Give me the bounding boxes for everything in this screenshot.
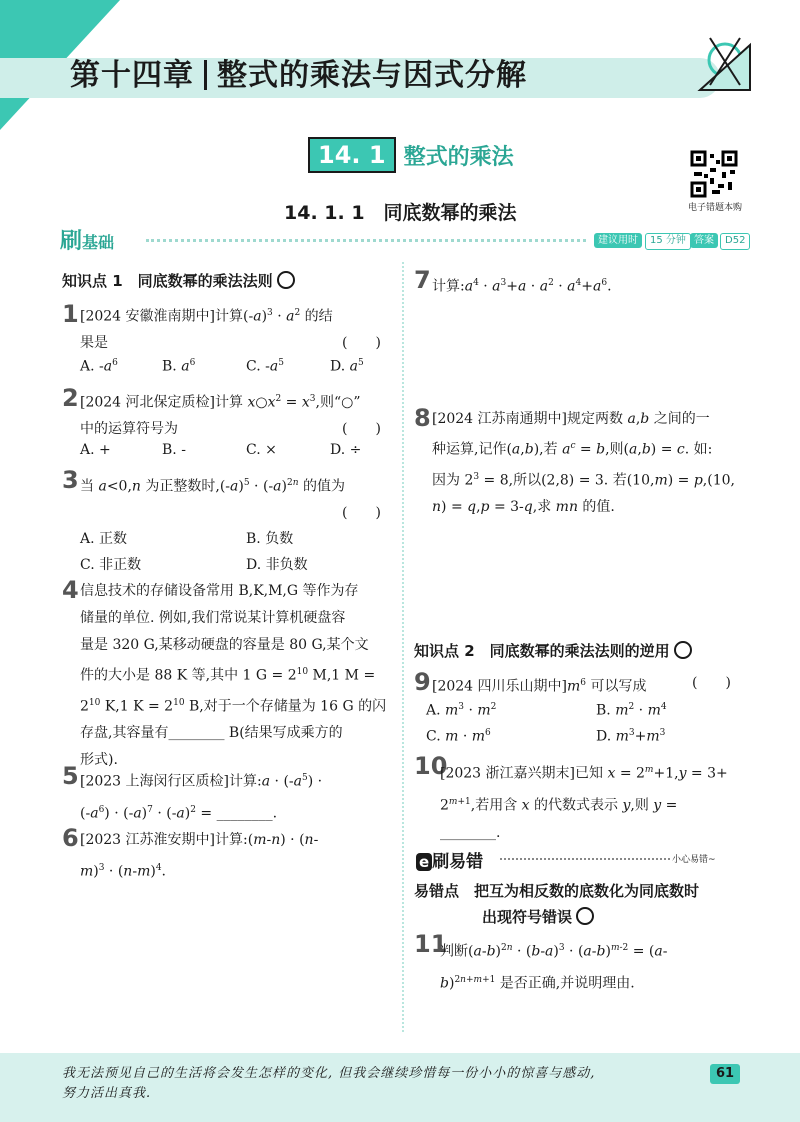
question-5: [2023 上海闵行区质检]计算:a · $(-a^5)$ · $(-a^6) \cdot (-a)^7 \cdot (-a)^2$ = ________. <box>80 773 323 822</box>
question-6: [2023 江苏淮安期中]计算:(m-n) · (n- $m)^3 \cdot (n-m)^4$. <box>80 832 319 880</box>
q1-option-a[interactable]: A. $-a^6$ <box>80 358 118 375</box>
q3-option-d[interactable]: D. 非负数 <box>246 557 308 573</box>
question-number: 11 <box>414 930 448 958</box>
q1-option-c[interactable]: C. $-a^5$ <box>246 358 284 375</box>
check-icon <box>576 907 594 925</box>
q1-option-b[interactable]: B. $a^6$ <box>162 358 196 375</box>
check-icon <box>674 641 692 659</box>
q9-option-d[interactable]: D. $m^3+m^3$ <box>596 728 666 745</box>
knowledge-point-1: 知识点 1 同底数幂的乘法法则 <box>62 270 295 291</box>
question-number: 5 <box>62 762 79 790</box>
question-number: 4 <box>62 576 79 604</box>
section-heading <box>308 137 514 173</box>
question-8: [2024 江苏南通期中]规定两数 a,b 之间的一 种运算,记作(a,b),若 $a^c = b$,则(a,b) = c. 如: 因为 $2^3 = 8$,所以(2,8) = 3. 若(10,m) = p,(10, n) = q,p = 3-q,求 mn 的值. <box>432 411 735 516</box>
question-number: 8 <box>414 404 431 432</box>
knowledge-point-2: 知识点 2 同底数幂的乘法法则的逆用 <box>414 640 692 661</box>
question-number: 3 <box>62 466 79 494</box>
question-1: [2024 安徽淮南期中]计算$(-a)^3 \cdot a^2$ 的结 果是 ( ) <box>80 308 381 351</box>
question-3: 当 a<0,n 为正整数时$,(-a)^5 \cdot (-a)^{2n}$ 的值为 ( ) <box>80 478 381 521</box>
q1-option-d[interactable]: D. $a^5$ <box>330 358 364 375</box>
question-2: [2024 河北保定质检]计算 $x○x^2 = x^3$,则“○” 中的运算符号为 ( ) <box>80 394 381 437</box>
time-label: 建议用时 <box>594 233 642 248</box>
question-10: [2023 浙江嘉兴期末]已知 $x = 2^m+1,y = 3+$ $2^{m+1}$,若用含 x 的代数式表示 y,则 y = ________. <box>440 765 728 842</box>
error-note: 小心易错~ <box>672 855 716 865</box>
q2-option-b[interactable]: B. - <box>162 442 186 458</box>
error-point: 易错点 把互为相反数的底数化为同底数时 <box>414 882 700 900</box>
q3-option-b[interactable]: B. 负数 <box>246 531 294 547</box>
chapter-number: 第十四章 <box>70 58 194 93</box>
q2-option-a[interactable]: A. + <box>80 442 111 458</box>
column-divider <box>402 262 404 1032</box>
error-practice-logo: e 刷易错 <box>416 847 483 872</box>
q2-option-d[interactable]: D. ÷ <box>330 442 362 458</box>
time-value: 15 分钟 <box>645 233 691 250</box>
q3-option-c[interactable]: C. 非正数 <box>80 557 142 573</box>
question-9: [2024 四川乐山期中]$m^6$ 可以写成 ( ) <box>432 675 731 695</box>
answer-label: 答案 <box>690 233 718 248</box>
qr-code-icon[interactable] <box>690 150 738 198</box>
question-number: 9 <box>414 668 431 696</box>
section-number: 14. 1 <box>308 137 396 173</box>
band-divider <box>146 239 586 242</box>
question-number: 6 <box>62 824 79 852</box>
basic-practice-logo: 刷基础 <box>60 229 115 254</box>
chapter-title <box>70 50 527 94</box>
question-7: 计算$:a^4 \cdot a^3+a \cdot a^2 \cdot a^4+a^6$. <box>432 278 612 295</box>
qr-caption: 电子错题本购 <box>688 203 743 213</box>
q9-option-a[interactable]: A. $m^3 \cdot m^2$ <box>426 702 497 719</box>
question-number: 2 <box>62 384 79 412</box>
question-number: 10 <box>414 752 448 780</box>
q2-option-c[interactable]: C. × <box>246 442 277 458</box>
error-point-line2: 出现符号错误 <box>482 906 594 927</box>
section-title: 整式的乘法 <box>403 144 514 170</box>
q9-option-b[interactable]: B. $m^2 \cdot m^4$ <box>596 702 667 719</box>
check-icon <box>277 271 295 289</box>
geometry-tools-icon <box>690 30 760 100</box>
error-band-divider <box>500 858 670 860</box>
question-number: 7 <box>414 266 431 294</box>
question-11: 判断$(a-b)^{2n} \cdot (b-a)^3 \cdot (a-b)^{m-2} = (a-$ b)$^{2n+m+1}$ 是否正确,并说明理由. <box>440 943 668 992</box>
question-number: 1 <box>62 300 79 328</box>
subsection-title: 14. 1. 1 同底数幂的乘法 <box>284 202 517 224</box>
chapter-name: 整式的乘法与因式分解 <box>217 58 527 93</box>
title-separator <box>204 60 207 90</box>
question-4: 信息技术的存储设备常用 B,K,M,G 等作为存 储量的单位. 例如,我们常说某计算机硬盘容 量是 320 G,某移动硬盘的容量是 80 G,某个文 件的大小是 88 K 等,其中 1 $G = 2^{10}$ M,1 M = $2^{10}$ K,1 $K = 2^{10}$ B,对于一个存储量为 16 G 的闪 存盘,其容量有________ B(结果写成乘方的 形式). <box>80 583 387 769</box>
q9-option-c[interactable]: C. $m \cdot m^6$ <box>426 728 491 745</box>
page-number: 61 <box>710 1064 740 1084</box>
footer-quote: 我无法预见自己的生活将会发生怎样的变化, 但我会继续珍惜每一份小小的惊喜与感动, 努力活出真我. <box>62 1066 596 1101</box>
q3-option-a[interactable]: A. 正数 <box>80 531 128 547</box>
answer-value: D52 <box>720 233 750 250</box>
